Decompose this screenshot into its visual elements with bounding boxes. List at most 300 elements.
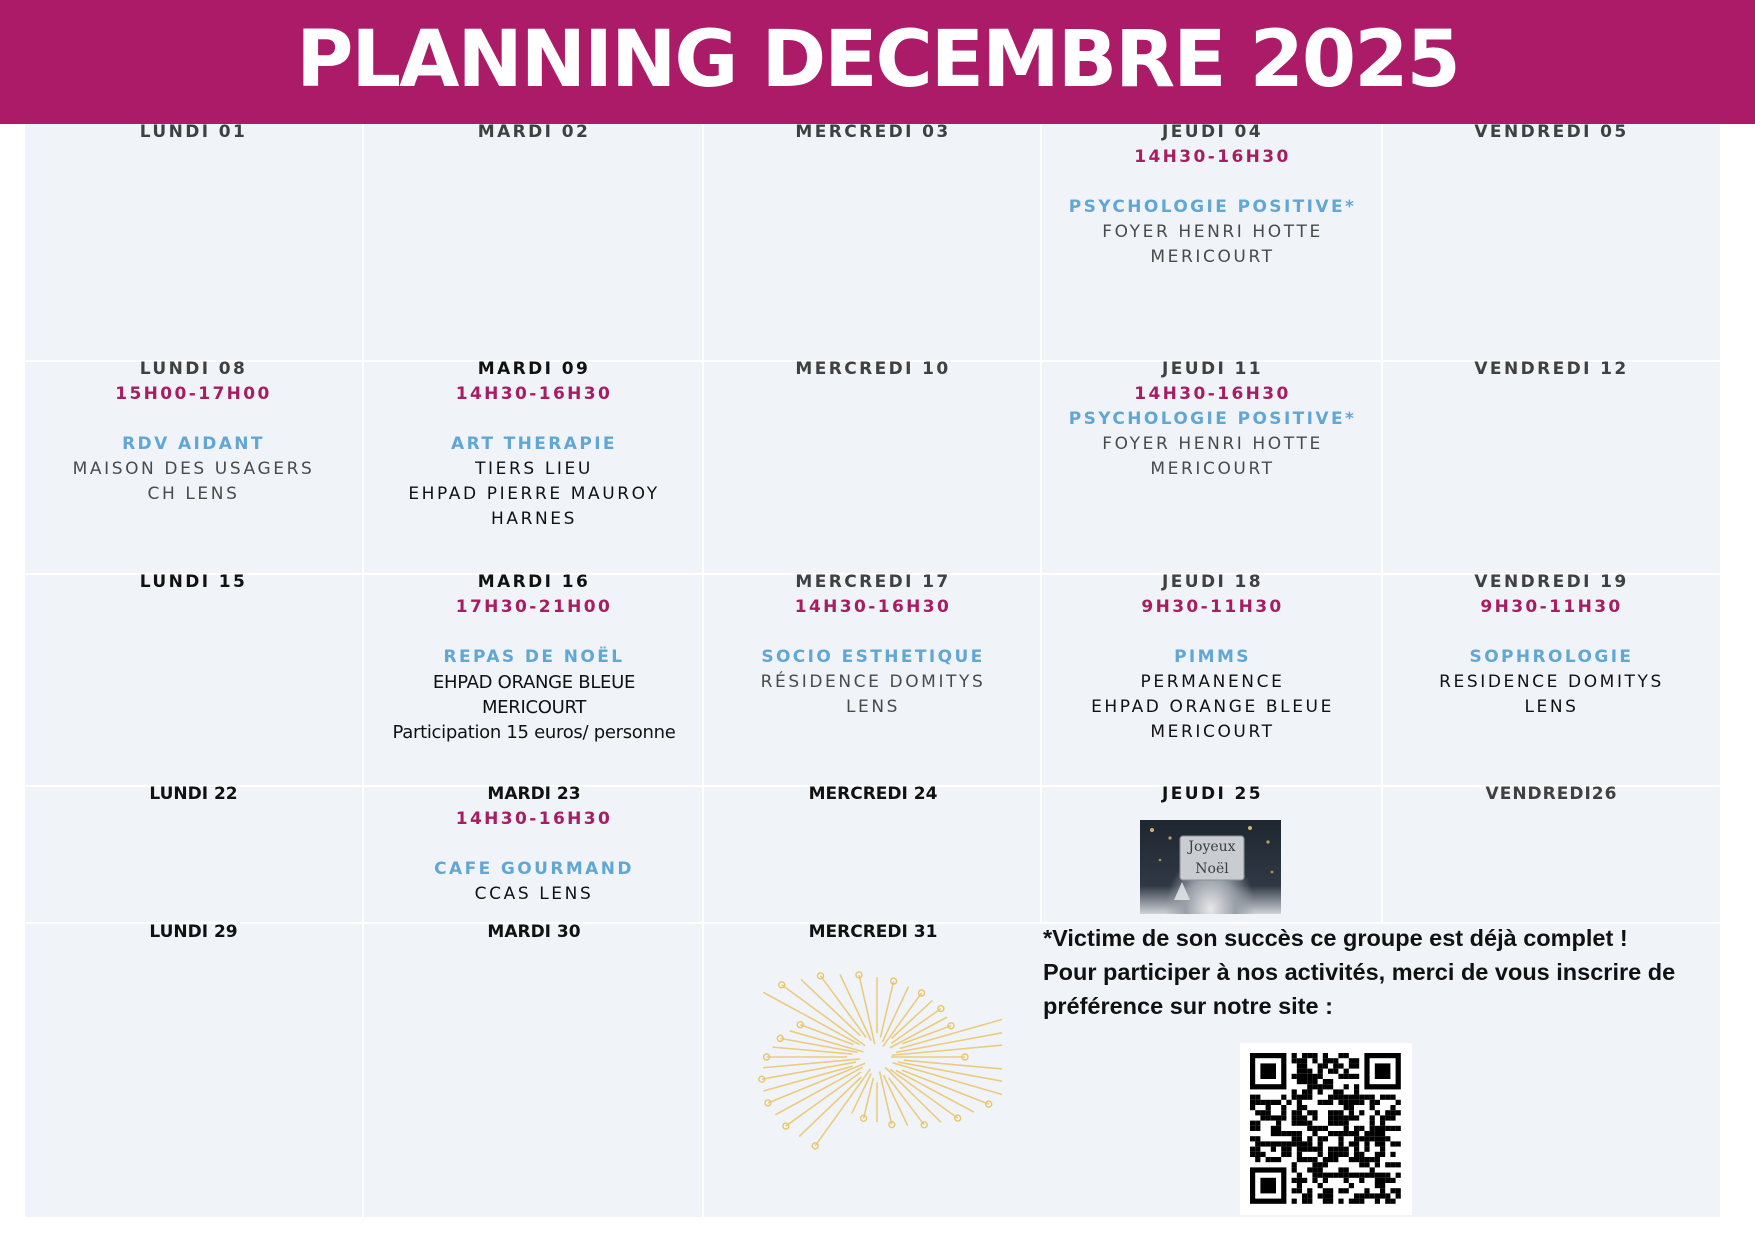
qr-module (1307, 1199, 1312, 1204)
qr-module (1328, 1115, 1333, 1120)
qr-module (1385, 1162, 1390, 1167)
qr-module (1323, 1157, 1328, 1162)
qr-module (1312, 1074, 1317, 1079)
qr-module (1359, 1100, 1364, 1105)
qr-module (1323, 1199, 1328, 1204)
qr-module (1344, 1105, 1349, 1110)
qr-module (1349, 1100, 1354, 1105)
qr-module (1380, 1147, 1385, 1152)
day-label: MARDI 16 (477, 572, 591, 592)
qr-module (1385, 1178, 1390, 1183)
qr-module (1338, 1152, 1343, 1157)
qr-module (1250, 1105, 1255, 1110)
qr-module (1354, 1141, 1359, 1146)
location-line: EHPAD PIERRE MAUROY (408, 484, 660, 504)
qr-module (1292, 1188, 1297, 1193)
qr-module (1292, 1141, 1297, 1146)
qr-module (1307, 1193, 1312, 1198)
qr-module (1349, 1183, 1354, 1188)
qr-code[interactable] (1240, 1043, 1412, 1215)
day-label: MARDI 23 (487, 784, 581, 804)
qr-module (1333, 1063, 1338, 1068)
location-line: RESIDENCE DOMITYS (1439, 672, 1664, 692)
qr-module (1370, 1126, 1375, 1131)
activity-name: PSYCHOLOGIE POSITIVE* (1068, 197, 1357, 217)
qr-module (1338, 1110, 1343, 1115)
qr-module (1302, 1115, 1307, 1120)
qr-module (1370, 1136, 1375, 1141)
qr-module (1323, 1079, 1328, 1084)
location-line: Participation 15 euros/ personne (392, 722, 676, 743)
qr-module (1344, 1167, 1349, 1172)
qr-module (1359, 1136, 1364, 1141)
qr-module (1260, 1063, 1276, 1079)
qr-module (1271, 1100, 1276, 1105)
qr-module (1344, 1084, 1349, 1089)
qr-module (1302, 1121, 1307, 1126)
qr-module (1344, 1126, 1349, 1131)
qr-module (1333, 1058, 1338, 1063)
qr-module (1344, 1188, 1349, 1193)
qr-module (1385, 1199, 1390, 1204)
qr-module (1385, 1095, 1390, 1100)
qr-module (1396, 1110, 1401, 1115)
qr-module (1338, 1063, 1343, 1068)
qr-module (1292, 1089, 1297, 1094)
qr-module (1292, 1162, 1297, 1167)
qr-module (1380, 1121, 1385, 1126)
qr-module (1349, 1173, 1354, 1178)
firework-spark (938, 1006, 944, 1012)
qr-module (1292, 1167, 1297, 1172)
qr-module (1260, 1115, 1265, 1120)
qr-module (1333, 1110, 1338, 1115)
qr-module (1333, 1157, 1338, 1162)
qr-module (1328, 1069, 1333, 1074)
firework-spark (921, 1122, 927, 1128)
qr-module (1344, 1074, 1349, 1079)
location-line: FOYER HENRI HOTTE (1102, 434, 1323, 454)
qr-module (1375, 1199, 1380, 1204)
qr-module (1396, 1193, 1401, 1198)
christmas-photo (1140, 820, 1281, 914)
location-line: CCAS LENS (474, 884, 594, 904)
qr-module (1380, 1095, 1385, 1100)
qr-module (1312, 1131, 1317, 1136)
qr-module (1323, 1063, 1328, 1068)
day-label: MARDI 09 (477, 359, 591, 379)
time-slot: 14H30-16H30 (794, 597, 952, 617)
day-label: JEUDI 25 (1162, 784, 1263, 804)
firework-ray (780, 1038, 858, 1052)
qr-module (1338, 1188, 1343, 1193)
qr-module (1260, 1141, 1265, 1146)
firework-ray (900, 1017, 1002, 1049)
caption-word: Noël (1195, 861, 1229, 877)
qr-module (1364, 1141, 1369, 1146)
qr-module (1297, 1178, 1302, 1183)
qr-module (1292, 1131, 1297, 1136)
qr-module (1370, 1157, 1375, 1162)
qr-module (1302, 1074, 1307, 1079)
qr-module (1297, 1100, 1302, 1105)
qr-module (1302, 1141, 1307, 1146)
qr-module (1276, 1121, 1281, 1126)
qr-module (1250, 1095, 1255, 1100)
day-label: JEUDI 04 (1162, 122, 1263, 142)
qr-module (1375, 1126, 1380, 1131)
qr-module (1344, 1069, 1349, 1074)
location-line: EHPAD ORANGE BLEUE (1091, 697, 1334, 717)
qr-module (1255, 1126, 1260, 1131)
qr-module (1344, 1147, 1349, 1152)
firework-spark (783, 1123, 789, 1129)
qr-module (1364, 1095, 1369, 1100)
qr-module (1333, 1173, 1338, 1178)
qr-module (1344, 1115, 1349, 1120)
qr-module (1375, 1193, 1380, 1198)
firework-ray (762, 1062, 856, 1079)
qr-module (1333, 1069, 1338, 1074)
qr-module (1281, 1152, 1286, 1157)
qr-module (1364, 1136, 1369, 1141)
qr-module (1297, 1152, 1302, 1157)
qr-module (1338, 1141, 1343, 1146)
qr-module (1364, 1173, 1369, 1178)
qr-module (1349, 1074, 1354, 1079)
qr-module (1250, 1136, 1255, 1141)
activity-name: PIMMS (1174, 647, 1251, 667)
qr-module (1260, 1100, 1265, 1105)
qr-module (1276, 1100, 1281, 1105)
qr-module (1266, 1110, 1271, 1115)
qr-module (1307, 1069, 1312, 1074)
qr-module (1271, 1141, 1276, 1146)
qr-module (1354, 1074, 1359, 1079)
qr-module (1323, 1053, 1328, 1058)
day-label: MARDI 30 (487, 922, 581, 942)
qr-module (1276, 1126, 1281, 1131)
qr-module (1255, 1100, 1260, 1105)
qr-module (1307, 1136, 1312, 1141)
day-label: MERCREDI 24 (808, 784, 938, 804)
day-cell (1383, 357, 1720, 382)
location-line: MERICOURT (481, 697, 587, 718)
qr-module (1385, 1193, 1390, 1198)
qr-module (1312, 1167, 1317, 1172)
qr-module (1380, 1188, 1385, 1193)
qr-module (1302, 1105, 1307, 1110)
qr-module (1297, 1157, 1302, 1162)
qr-module (1297, 1063, 1302, 1068)
qr-module (1390, 1152, 1395, 1157)
qr-module (1318, 1063, 1323, 1068)
qr-module (1375, 1183, 1380, 1188)
location-line: MAISON DES USAGERS (72, 459, 315, 479)
qr-module (1396, 1162, 1401, 1167)
qr-module (1292, 1121, 1297, 1126)
qr-module (1328, 1084, 1333, 1089)
day-cell (364, 920, 704, 945)
qr-module (1281, 1131, 1286, 1136)
qr-module (1380, 1136, 1385, 1141)
location-line: FOYER HENRI HOTTE (1102, 222, 1323, 242)
qr-module (1297, 1183, 1302, 1188)
qr-module (1328, 1147, 1333, 1152)
qr-module (1354, 1199, 1359, 1204)
day-cell (25, 120, 362, 145)
day-label: MERCREDI 31 (808, 922, 938, 942)
qr-module (1354, 1157, 1359, 1162)
qr-module (1349, 1058, 1354, 1063)
qr-module (1344, 1100, 1349, 1105)
qr-module (1390, 1178, 1395, 1183)
day-label: LUNDI 01 (139, 122, 248, 142)
qr-module (1281, 1115, 1286, 1120)
qr-module (1328, 1121, 1333, 1126)
qr-module (1364, 1162, 1369, 1167)
qr-module (1297, 1141, 1302, 1146)
fireworks-icon (752, 965, 1002, 1150)
qr-module (1292, 1095, 1297, 1100)
qr-module (1364, 1157, 1369, 1162)
qr-module (1312, 1178, 1317, 1183)
activity-name: RDV AIDANT (122, 434, 265, 454)
qr-module (1344, 1053, 1349, 1058)
qr-module (1281, 1105, 1286, 1110)
qr-module (1349, 1115, 1354, 1120)
qr-module (1318, 1100, 1323, 1105)
qr-module (1292, 1115, 1297, 1120)
qr-module (1359, 1173, 1364, 1178)
qr-module (1370, 1115, 1375, 1120)
location-line: LENS (845, 697, 901, 717)
qr-module (1338, 1131, 1343, 1136)
note-line: Pour participer à nos activités, merci de vous inscrire de (1043, 959, 1676, 985)
qr-module (1385, 1126, 1390, 1131)
day-label: MERCREDI 03 (795, 122, 951, 142)
qr-module (1286, 1100, 1291, 1105)
qr-module (1328, 1095, 1333, 1100)
qr-module (1390, 1115, 1395, 1120)
qr-module (1255, 1147, 1260, 1152)
qr-module (1302, 1147, 1307, 1152)
day-cell (25, 920, 362, 945)
qr-module (1318, 1167, 1323, 1172)
qr-module (1370, 1121, 1375, 1126)
qr-module (1281, 1095, 1286, 1100)
qr-module (1338, 1147, 1343, 1152)
qr-module (1359, 1152, 1364, 1157)
qr-module (1302, 1079, 1307, 1084)
qr-module (1390, 1162, 1395, 1167)
time-slot: 17H30-21H00 (455, 597, 613, 617)
qr-module (1297, 1095, 1302, 1100)
day-label: JEUDI 18 (1162, 572, 1263, 592)
qr-module (1312, 1173, 1317, 1178)
day-cell (25, 357, 362, 507)
qr-module (1307, 1157, 1312, 1162)
day-cell (1383, 570, 1720, 720)
qr-module (1380, 1178, 1385, 1183)
qr-module (1323, 1193, 1328, 1198)
qr-module (1333, 1152, 1338, 1157)
qr-module (1323, 1178, 1328, 1183)
qr-module (1297, 1131, 1302, 1136)
qr-module (1344, 1173, 1349, 1178)
day-label: LUNDI 29 (149, 922, 238, 942)
qr-module (1271, 1115, 1276, 1120)
location-line: HARNES (490, 509, 578, 529)
qr-module (1312, 1084, 1317, 1089)
qr-module (1312, 1079, 1317, 1084)
qr-module (1380, 1193, 1385, 1198)
time-slot: 15H00-17H00 (115, 384, 272, 404)
qr-module (1318, 1084, 1323, 1089)
location-line: TIERS LIEU (475, 459, 593, 479)
qr-module (1349, 1063, 1354, 1068)
qr-module (1292, 1058, 1297, 1063)
qr-module (1380, 1183, 1385, 1188)
time-slot: 14H30-16H30 (455, 384, 613, 404)
qr-module (1328, 1193, 1333, 1198)
activity-name: ART THERAPIE (451, 434, 617, 454)
qr-module (1323, 1100, 1328, 1105)
qr-module (1323, 1162, 1328, 1167)
firework-ray (801, 979, 860, 1035)
qr-module (1302, 1178, 1307, 1183)
time-slot: 14H30-16H30 (1134, 384, 1291, 404)
qr-module (1375, 1110, 1380, 1115)
day-cell (25, 782, 362, 807)
qr-module (1260, 1110, 1265, 1115)
qr-module (1338, 1053, 1343, 1058)
qr-module (1250, 1100, 1255, 1105)
qr-module (1359, 1126, 1364, 1131)
qr-module (1307, 1084, 1312, 1089)
day-cell (1042, 782, 1383, 807)
qr-module (1338, 1089, 1343, 1094)
qr-module (1307, 1053, 1312, 1058)
page-title: PLANNING DECEMBRE 2025 (296, 15, 1459, 105)
qr-module (1286, 1141, 1291, 1146)
day-cell (704, 782, 1042, 807)
qr-module (1396, 1100, 1401, 1105)
qr-module (1318, 1152, 1323, 1157)
qr-module (1307, 1089, 1312, 1094)
qr-module (1297, 1173, 1302, 1178)
day-label: VENDREDI 12 (1474, 359, 1629, 379)
qr-module (1396, 1126, 1401, 1131)
qr-module (1338, 1095, 1343, 1100)
qr-module (1354, 1100, 1359, 1105)
qr-module (1266, 1115, 1271, 1120)
qr-module (1364, 1188, 1369, 1193)
day-label: VENDREDI26 (1485, 784, 1618, 804)
qr-module (1375, 1136, 1380, 1141)
qr-module (1266, 1100, 1271, 1105)
qr-module (1281, 1141, 1286, 1146)
qr-module (1390, 1095, 1395, 1100)
qr-module (1349, 1110, 1354, 1115)
qr-module (1297, 1115, 1302, 1120)
firework-ray (859, 975, 875, 1044)
qr-module (1260, 1152, 1265, 1157)
qr-module (1344, 1178, 1349, 1183)
qr-module (1255, 1152, 1260, 1157)
firework-ray (883, 1075, 907, 1125)
qr-module (1292, 1178, 1297, 1183)
activity-name: SOCIO ESTHETIQUE (761, 647, 985, 667)
qr-module (1344, 1131, 1349, 1136)
firework-ray (896, 1070, 974, 1112)
qr-module (1281, 1110, 1286, 1115)
qr-module (1349, 1131, 1354, 1136)
qr-module (1370, 1193, 1375, 1198)
title-banner (0, 0, 1755, 124)
qr-module (1354, 1063, 1359, 1068)
qr-module (1255, 1157, 1260, 1162)
qr-module (1354, 1136, 1359, 1141)
qr-module (1375, 1173, 1380, 1178)
qr-module (1302, 1095, 1307, 1100)
qr-module (1328, 1131, 1333, 1136)
qr-module (1354, 1131, 1359, 1136)
qr-module (1250, 1152, 1255, 1157)
day-label: MERCREDI 10 (795, 359, 951, 379)
qr-module (1390, 1105, 1395, 1110)
qr-module (1375, 1131, 1380, 1136)
qr-module (1390, 1188, 1395, 1193)
day-label: LUNDI 15 (139, 572, 248, 592)
qr-module (1349, 1095, 1354, 1100)
qr-module (1375, 1157, 1380, 1162)
qr-module (1338, 1074, 1343, 1079)
qr-module (1370, 1100, 1375, 1105)
time-slot: 9H30-11H30 (1480, 597, 1623, 617)
location-line: MERICOURT (1150, 459, 1275, 479)
qr-module (1302, 1058, 1307, 1063)
qr-module (1385, 1115, 1390, 1120)
qr-module (1390, 1141, 1395, 1146)
qr-module (1312, 1147, 1317, 1152)
qr-module (1266, 1105, 1271, 1110)
qr-module (1307, 1167, 1312, 1172)
qr-module (1312, 1126, 1317, 1131)
day-label: LUNDI 08 (139, 359, 248, 379)
qr-module (1323, 1136, 1328, 1141)
qr-module (1307, 1110, 1312, 1115)
activity-name: CAFE GOURMAND (434, 859, 634, 879)
qr-module (1370, 1131, 1375, 1136)
qr-module (1359, 1178, 1364, 1183)
qr-module (1338, 1173, 1343, 1178)
qr-module (1255, 1110, 1260, 1115)
qr-module (1328, 1173, 1333, 1178)
qr-module (1380, 1131, 1385, 1136)
christmas-photo-caption (1180, 836, 1244, 880)
qr-module (1323, 1126, 1328, 1131)
qr-module (1302, 1069, 1307, 1074)
qr-module (1318, 1074, 1323, 1079)
qr-module (1281, 1147, 1286, 1152)
qr-module (1338, 1121, 1343, 1126)
qr-module (1344, 1095, 1349, 1100)
qr-module (1370, 1173, 1375, 1178)
qr-module (1354, 1095, 1359, 1100)
qr-module (1344, 1152, 1349, 1157)
qr-module (1370, 1095, 1375, 1100)
